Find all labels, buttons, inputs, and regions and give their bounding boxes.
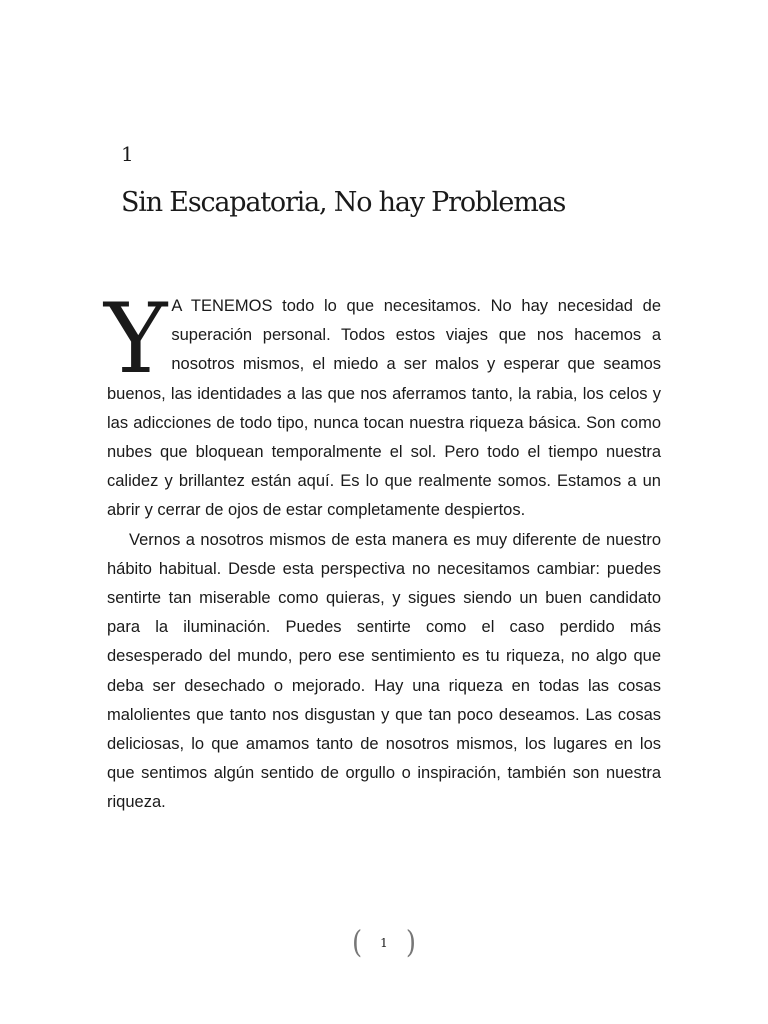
drop-cap: Y [104, 283, 168, 395]
left-bracket-ornament: ( [352, 925, 363, 961]
paragraph-1 [104, 283, 661, 526]
paragraph-2: Vernos a nosotros mismos de esta manera es muy diferente de nuestro hábito habitual. Desde esta perspectiva no necesitamos cambiar: puedes sentirte tan miserable como quieras, y sigues siendo un buen candidato para la iluminación. Puedes sentirte como el caso perdido más desesperado del mundo, pero ese sentimiento es tu riqueza, no algo que deba ser desechado o mejorado. Hay una riqueza en todas las cosas malolientes que tanto nos disgustan y que tan poco deseamos. Las cosas deliciosas, lo que amamos tanto de nosotros mismos, los lugares en los que sentimos algún sentido de orgullo o inspiración, también son nuestra riqueza. [107, 530, 661, 812]
paragraph-1-text: A TENEMOS todo lo que necesitamos. No hay necesidad de superación personal. Todos estos viajes que nos hacemos a nosotros mismos, el miedo a ser malos y esperar que seamos buenos, las identidades a las que nos aferramos tanto, la rabia, los celos y las adicciones de todo tipo, nunca tocan nuestra riqueza básica. Son como nubes que bloquean temporalmente el sol. Pero todo el tiempo nuestra calidez y brillantez están aquí. Es lo que realmente somos. Estamos a un abrir y cerrar de ojos de estar completamente despiertos. [107, 297, 661, 520]
page-number: 1 [380, 936, 388, 950]
chapter-body [104, 283, 661, 818]
page-footer [0, 925, 768, 961]
chapter-title: Sin Escapatoria, No hay Problemas [121, 187, 566, 218]
chapter-number: 1 [121, 142, 134, 166]
right-bracket-ornament: ) [405, 925, 416, 961]
